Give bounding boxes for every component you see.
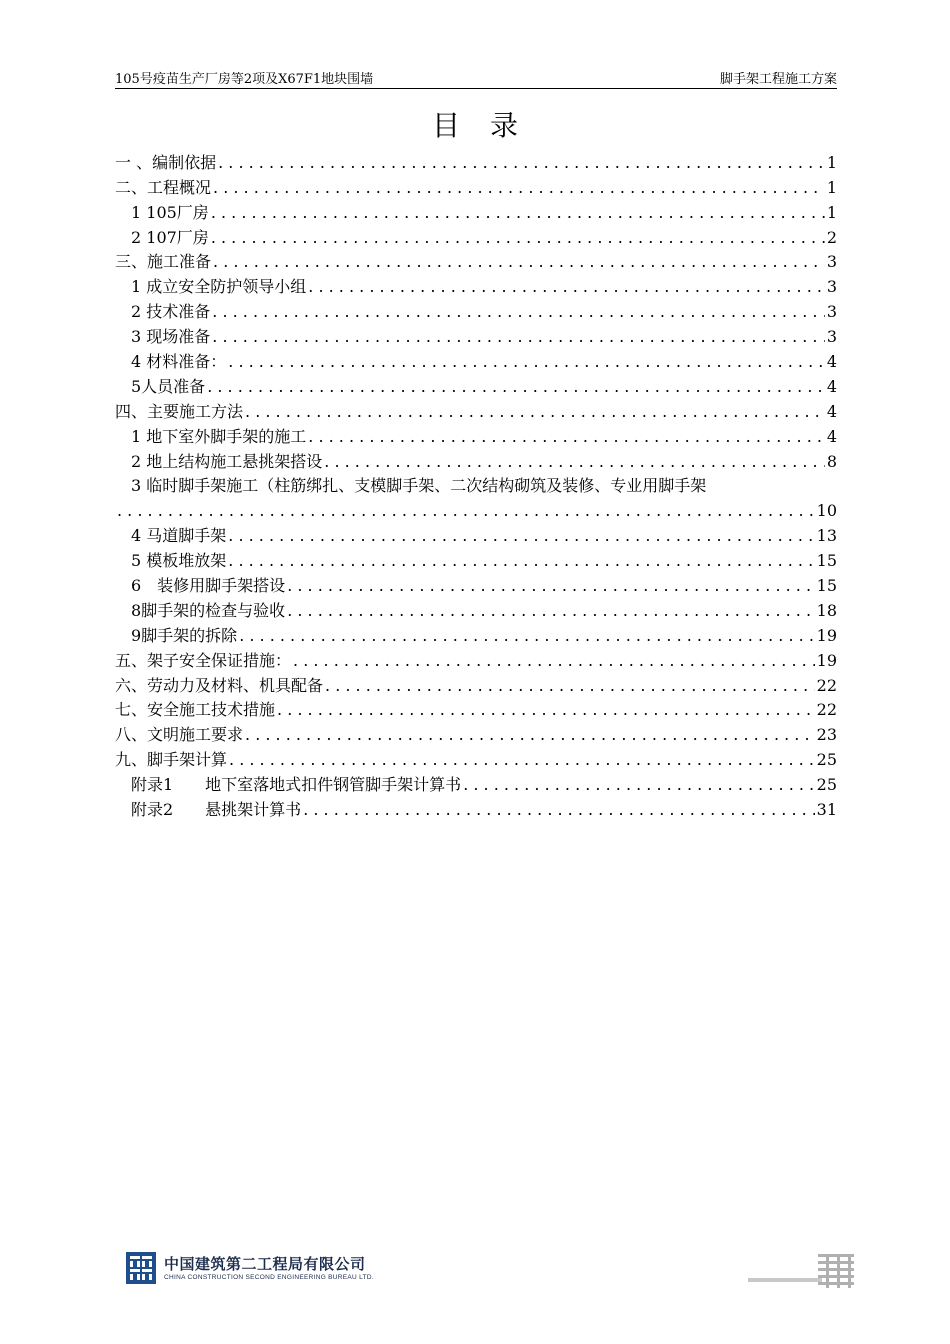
toc-entry-page: 8 — [826, 451, 837, 471]
toc-leader-dots — [308, 277, 825, 297]
toc-leader-dots — [277, 700, 815, 720]
toc-entry[interactable] — [115, 372, 837, 397]
toc-leader-dots — [213, 252, 825, 272]
toc-entry[interactable] — [115, 795, 837, 820]
toc-entry-page: 10 — [816, 501, 837, 521]
toc-entry-page: 3 — [826, 277, 837, 297]
toc-entry-page: 4 — [826, 376, 837, 396]
toc-entry-label: 3 现场准备 — [131, 327, 211, 347]
toc-entry[interactable] — [115, 472, 837, 497]
toc-entry[interactable] — [115, 745, 837, 770]
toc-leader-dots — [213, 178, 825, 198]
toc-entry-label: 8脚手架的检查与验收 — [131, 600, 286, 620]
toc-entry-label: 一 、编制依据 — [115, 152, 217, 172]
toc-leader-dots — [287, 576, 814, 596]
toc-leader-dots — [117, 501, 815, 521]
table-of-contents — [115, 148, 837, 820]
toc-leader-dots — [218, 153, 825, 173]
toc-entry-label: 三、施工准备 — [115, 252, 212, 272]
toc-entry-label: 1 地下室外脚手架的施工 — [131, 426, 307, 446]
header-document-title: 脚手架工程施工方案 — [719, 72, 837, 87]
toc-entry[interactable] — [115, 347, 837, 372]
toc-leader-dots — [303, 800, 814, 820]
toc-leader-dots — [308, 427, 825, 447]
toc-entry-label: 1 成立安全防护领导小组 — [131, 277, 307, 297]
toc-entry-page: 1 — [826, 152, 837, 172]
toc-leader-dots — [229, 750, 815, 770]
toc-entry[interactable] — [115, 720, 837, 745]
toc-entry-label: 六、劳动力及材料、机具配备 — [115, 675, 324, 695]
toc-entry[interactable] — [115, 322, 837, 347]
toc-leader-dots — [463, 775, 814, 795]
toc-entry-label: 6 装修用脚手架搭设 — [131, 576, 286, 596]
toc-entry[interactable] — [115, 571, 837, 596]
toc-leader-dots — [239, 626, 814, 646]
toc-entry-page: 15 — [816, 551, 837, 571]
toc-entry-page: 18 — [816, 600, 837, 620]
toc-entry[interactable] — [115, 223, 837, 248]
toc-entry-page: 25 — [816, 750, 837, 770]
toc-entry[interactable] — [115, 148, 837, 173]
toc-entry-label: 1 105厂房 — [131, 202, 209, 222]
toc-leader-dots — [324, 452, 825, 472]
toc-entry-label: 四、主要施工方法 — [115, 401, 244, 421]
toc-entry-page: 22 — [816, 700, 837, 720]
toc-entry-page: 22 — [816, 675, 837, 695]
toc-leader-dots — [245, 402, 825, 422]
toc-title: 目录 — [431, 109, 548, 142]
toc-entry-label: 2 地上结构施工悬挑架搭设 — [131, 451, 323, 471]
toc-entry-label: 九、脚手架计算 — [115, 750, 228, 770]
toc-entry[interactable] — [115, 272, 837, 297]
toc-entry-label: 附录2 悬挑架计算书 — [131, 800, 302, 820]
toc-entry[interactable] — [115, 248, 837, 273]
toc-entry-label: 八、文明施工要求 — [115, 725, 244, 745]
toc-entry[interactable] — [115, 521, 837, 546]
toc-leader-dots — [211, 228, 825, 248]
toc-entry-page: 25 — [816, 775, 837, 795]
toc-entry-page: 1 — [826, 202, 837, 222]
toc-entry-label: 3 临时脚手架施工（柱筋绑扎、支模脚手架、二次结构砌筑及装修、专业用脚手架 — [131, 476, 707, 496]
toc-entry[interactable] — [115, 297, 837, 322]
toc-entry[interactable] — [115, 671, 837, 696]
toc-leader-dots — [325, 676, 815, 696]
toc-entry[interactable] — [115, 447, 837, 472]
toc-entry[interactable] — [115, 596, 837, 621]
toc-entry[interactable] — [115, 173, 837, 198]
toc-entry-label: 附录1 地下室落地式扣件钢管脚手架计算书 — [131, 775, 462, 795]
toc-entry-page: 15 — [816, 576, 837, 596]
toc-entry-label: 二、工程概况 — [115, 177, 212, 197]
page-header — [115, 66, 837, 89]
toc-entry-page: 3 — [826, 252, 837, 272]
toc-leader-dots — [228, 526, 814, 546]
company-logo — [126, 1252, 416, 1288]
toc-entry[interactable] — [115, 696, 837, 721]
toc-entry[interactable] — [115, 621, 837, 646]
toc-leader-dots — [207, 377, 825, 397]
toc-leader-dots — [293, 651, 815, 671]
toc-entry-page: 19 — [816, 625, 837, 645]
toc-entry[interactable] — [115, 546, 837, 571]
toc-entry-page: 3 — [826, 302, 837, 322]
toc-entry-page: 1 — [826, 177, 837, 197]
cscec-stripes-decor-icon — [748, 1252, 858, 1292]
toc-entry-page: 4 — [826, 426, 837, 446]
toc-entry-page: 4 — [826, 401, 837, 421]
toc-leader-dots — [245, 725, 815, 745]
toc-leader-dots — [212, 302, 825, 322]
toc-entry-page: 19 — [816, 650, 837, 670]
toc-entry-page: 31 — [816, 800, 837, 820]
toc-entry[interactable] — [115, 198, 837, 223]
toc-leader-dots — [212, 327, 825, 347]
toc-entry[interactable] — [115, 496, 837, 521]
toc-entry-page: 2 — [826, 227, 837, 247]
toc-entry-page: 13 — [816, 526, 837, 546]
toc-entry-label: 4 马道脚手架 — [131, 526, 227, 546]
toc-leader-dots — [228, 551, 814, 571]
header-project-name: 105号疫苗生产厂房等2项及X67F1地块围墙 — [115, 72, 374, 87]
toc-entry-label: 5人员准备 — [131, 376, 206, 396]
toc-entry-label: 5 模板堆放架 — [131, 551, 227, 571]
company-name-cn: 中国建筑第二工程局有限公司 — [164, 1255, 366, 1273]
cscec-logo-icon — [126, 1252, 156, 1284]
toc-entry-label: 9脚手架的拆除 — [131, 625, 238, 645]
toc-entry-page: 3 — [826, 327, 837, 347]
toc-leader-dots — [211, 203, 825, 223]
toc-entry-page: 23 — [816, 725, 837, 745]
toc-entry[interactable] — [115, 646, 837, 671]
toc-entry-label: 2 技术准备 — [131, 302, 211, 322]
company-name-en: CHINA CONSTRUCTION SECOND ENGINEERING BUREAU LTD. — [164, 1274, 374, 1281]
toc-entry-label: 4 材料准备： — [131, 352, 227, 372]
toc-entry[interactable] — [115, 770, 837, 795]
toc-entry[interactable] — [115, 422, 837, 447]
toc-entry-label: 五、架子安全保证措施： — [115, 650, 292, 670]
toc-entry-page: 4 — [826, 352, 837, 372]
toc-entry-label: 七、安全施工技术措施 — [115, 700, 276, 720]
toc-leader-dots — [287, 601, 814, 621]
toc-entry[interactable] — [115, 397, 837, 422]
toc-entry-label: 2 107厂房 — [131, 227, 209, 247]
toc-leader-dots — [228, 352, 825, 372]
